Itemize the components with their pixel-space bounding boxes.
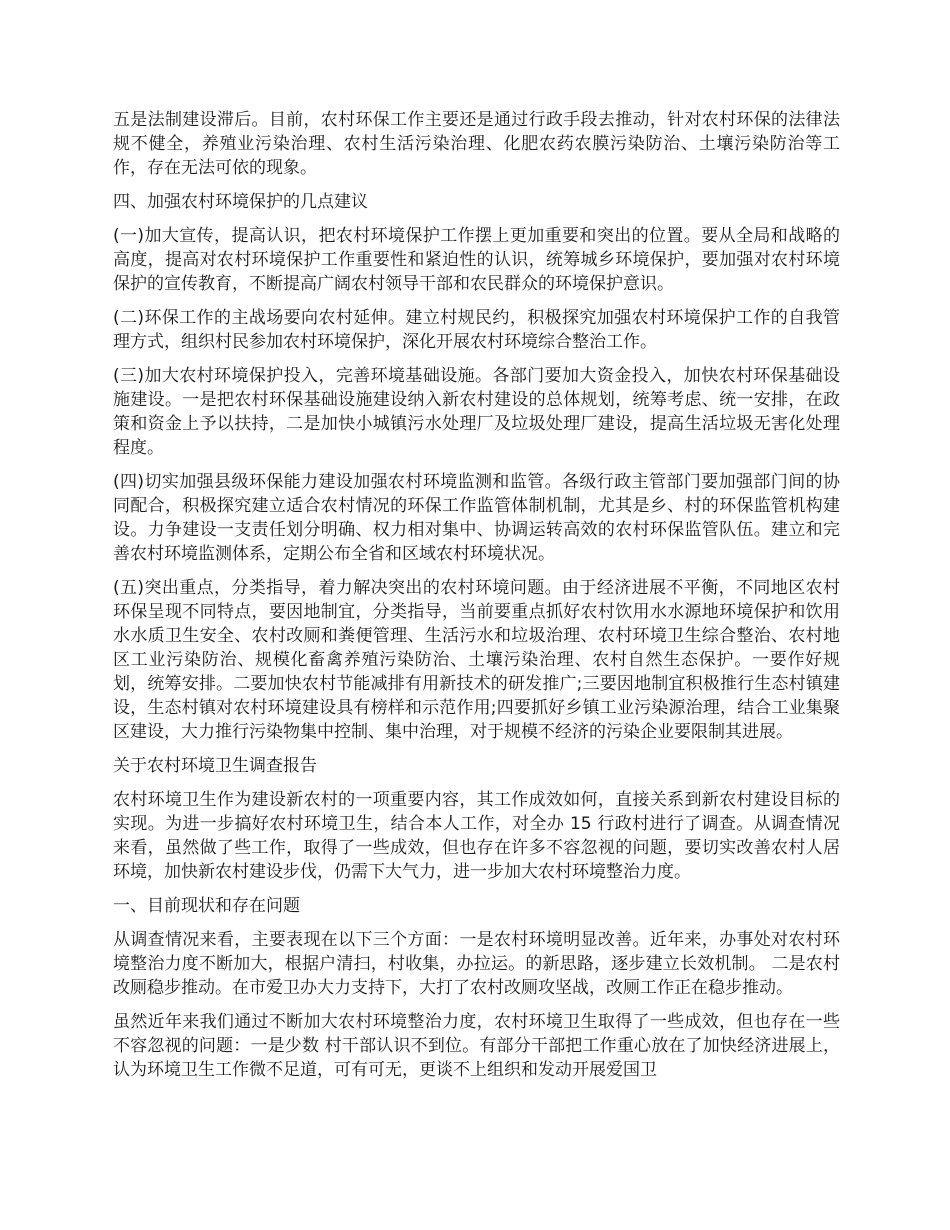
paragraph-report-intro: 农村环境卫生作为建设新农村的一项重要内容，其工作成效如何，直接关系到新农村建设目标的实现。为进一步搞好农村环境卫生，结合本人工作，对全办 15 行政村进行了调查。从调查情况来看，虽然做了些工作，取得了一些成效，但也存在许多不容忽视的问题，要切实改善农村人居环境，加快新农村建设步伐，仍需下大气力，进一步加大农村环境整治力度。 — [113, 790, 840, 882]
document-page — [113, 108, 840, 1092]
report-title: 关于农村环境卫生调查报告 — [113, 756, 317, 776]
section-heading-suggestions: 四、加强农村环境保护的几点建议 — [113, 192, 368, 212]
paragraph-problems: 虽然近年来我们通过不断加大农村环境整治力度，农村环境卫生取得了一些成效，但也存在一些不容忽视的问题：一是少数 村干部认识不到位。有部分干部把工作重心放在了加快经济进展上，认为环境卫生工作微不足道，可有可无，更谈不上组织和发动开展爱国卫 — [113, 1012, 840, 1080]
paragraph-suggestion-2: (二)环保工作的主战场要向农村延伸。建立村规民约，积极探究加强农村环境保护工作的自我管理方式，组织村民参加农村环境保护，深化开展农村环境综合整治工作。 — [113, 308, 840, 352]
paragraph-legal-construction: 五是法制建设滞后。目前，农村环保工作主要还是通过行政手段去推动，针对农村环保的法律法规不健全，养殖业污染治理、农村生活污染治理、化肥农药农膜污染防治、土壤污染防治等工作，存在无法可依的现象。 — [113, 110, 840, 178]
paragraph-suggestion-5: (五)突出重点，分类指导，着力解决突出的农村环境问题。由于经济进展不平衡，不同地区农村环保呈现不同特点，要因地制宜，分类指导，当前要重点抓好农村饮用水水源地环境保护和饮用水水质卫生安全、农村改厕和粪便管理、生活污水和垃圾治理、农村环境卫生综合整治、农村地区工业污染防治、规模化畜禽养殖污染防治、土壤污染治理、农村自然生态保护。一要作好规划，统筹安排。二要加快农村节能减排有用新技术的研发推广;三要因地制宜积极推行生态村镇建设，生态村镇对农村环境建设具有榜样和示范作用;四要抓好乡镇工业污染源治理，结合工业集聚区建设，大力推行污染物集中控制、集中治理，对于规模不经济的污染企业要限制其进展。 — [113, 578, 840, 742]
paragraph-suggestion-4: (四)切实加强县级环保能力建设加强农村环境监测和监管。各级行政主管部门要加强部门间的协同配合，积极探究建立适合农村情况的环保工作监管体制机制，尤其是乡、村的环保监管机构建设。力争建设一支责任划分明确、权力相对集中、协调运转高效的农村环保监管队伍。建立和完善农村环境监测体系，定期公布全省和区域农村环境状况。 — [113, 472, 840, 564]
paragraph-current-status: 从调查情况来看，主要表现在以下三个方面：一是农村环境明显改善。近年来，办事处对农村环境整治力度不断加大，根据户清扫，村收集，办拉运。的新思路，逐步建立长效机制。 二是农村改厕稳步推动。在市爱卫办大力支持下，大打了农村改厕攻坚战，改厕工作正在稳步推动。 — [113, 930, 840, 998]
paragraph-suggestion-1: (一)加大宣传，提高认识，把农村环境保护工作摆上更加重要和突出的位置。要从全局和战略的高度，提高对农村环境保护工作重要性和紧迫性的认识，统筹城乡环境保护，要加强对农村环境保护的宣传教育，不断提高广阔农村领导干部和农民群众的环境保护意识。 — [113, 226, 840, 294]
paragraph-suggestion-3: (三)加大农村环境保护投入，完善环境基础设施。各部门要加大资金投入，加快农村环保基础设施建设。一是把农村环保基础设施建设纳入新农村建设的总体规划，统筹考虑、统一安排，在政策和资金上予以扶持，二是加快小城镇污水处理厂及垃圾处理厂建设，提高生活垃圾无害化处理程度。 — [113, 366, 840, 458]
section-heading-current-status: 一、目前现状和存在问题 — [113, 896, 300, 916]
